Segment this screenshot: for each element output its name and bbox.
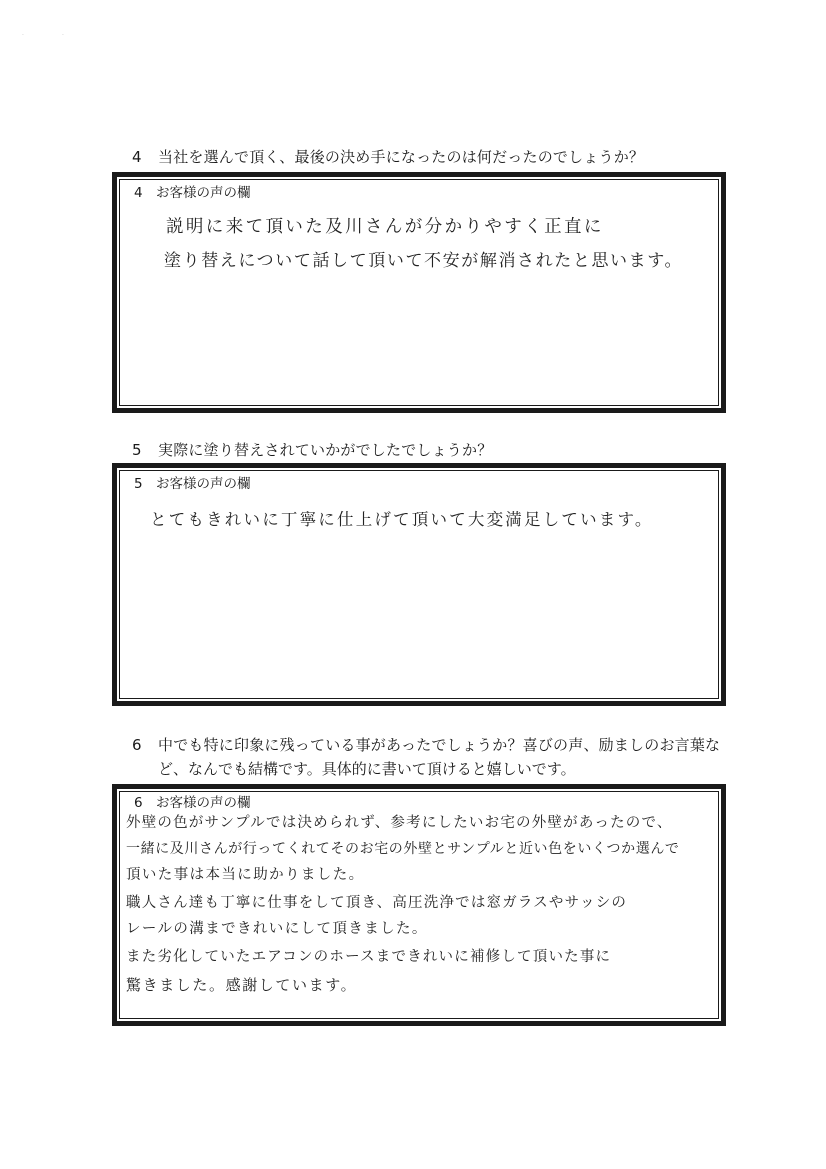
question-number: 4 bbox=[132, 148, 142, 166]
scan-mark: · bbox=[62, 32, 64, 39]
answer-line: 塗り替えについて話して頂いて不安が解消されたと思います。 bbox=[164, 251, 684, 271]
answer-line: また劣化していたエアコンのホースまできれいに補修して頂いた事に bbox=[126, 949, 612, 965]
answer-line: レールの溝まできれいにして頂きました。 bbox=[126, 921, 428, 937]
answer-line: 一緒に及川さんが行ってくれてそのお宅の外壁とサンプルと近い色をいくつか選んで bbox=[126, 841, 680, 857]
question-number: 5 bbox=[132, 441, 142, 459]
question-text: 当社を選んで頂く、最後の決め手になったのは何だったのでしょうか？ bbox=[158, 148, 645, 166]
question-5 bbox=[132, 439, 492, 461]
box-inner bbox=[119, 470, 719, 699]
question-4 bbox=[132, 146, 644, 168]
question-text: 中でも特に印象に残っている事があったでしょうか？喜びの声、励ましのお言葉な bbox=[158, 736, 721, 754]
answer-line: 外壁の色がサンプルでは決められず、参考にしたいお宅の外壁があったので、 bbox=[126, 815, 673, 831]
box-number: 6 bbox=[134, 795, 143, 811]
box-title: お客様の声の欄 bbox=[156, 795, 251, 811]
customer-voice-box-4 bbox=[112, 172, 726, 413]
scan-mark: · bbox=[22, 32, 24, 39]
answer-line: 頂いた事は本当に助かりました。 bbox=[126, 867, 365, 883]
box-label bbox=[134, 475, 251, 493]
box-label bbox=[134, 184, 251, 202]
question-number: 6 bbox=[132, 736, 142, 754]
box-inner bbox=[119, 791, 719, 1019]
question-text: 実際に塗り替えされていかがでしたでしょうか？ bbox=[158, 441, 493, 459]
box-number: 4 bbox=[134, 185, 143, 201]
answer-line: 説明に来て頂いた及川さんが分かりやすく正直に bbox=[166, 217, 604, 237]
box-inner bbox=[119, 179, 719, 406]
box-number: 5 bbox=[134, 476, 143, 492]
customer-voice-box-6 bbox=[112, 784, 726, 1026]
box-label bbox=[134, 794, 251, 812]
question-6 bbox=[132, 734, 720, 756]
answer-line: 職人さん達も丁寧に仕事をして頂き、高圧洗浄では窓ガラスやサッシの bbox=[126, 895, 628, 911]
answer-line: とてもきれいに丁寧に仕上げて頂いて大変満足しています。 bbox=[150, 510, 654, 529]
customer-voice-box-5 bbox=[112, 463, 726, 706]
box-title: お客様の声の欄 bbox=[156, 476, 251, 492]
question-6-continued: ど、なんでも結構です。具体的に書いて頂けると嬉しいです。 bbox=[158, 760, 576, 778]
answer-line: 驚きました。感謝しています。 bbox=[126, 976, 358, 994]
box-title: お客様の声の欄 bbox=[156, 185, 251, 201]
